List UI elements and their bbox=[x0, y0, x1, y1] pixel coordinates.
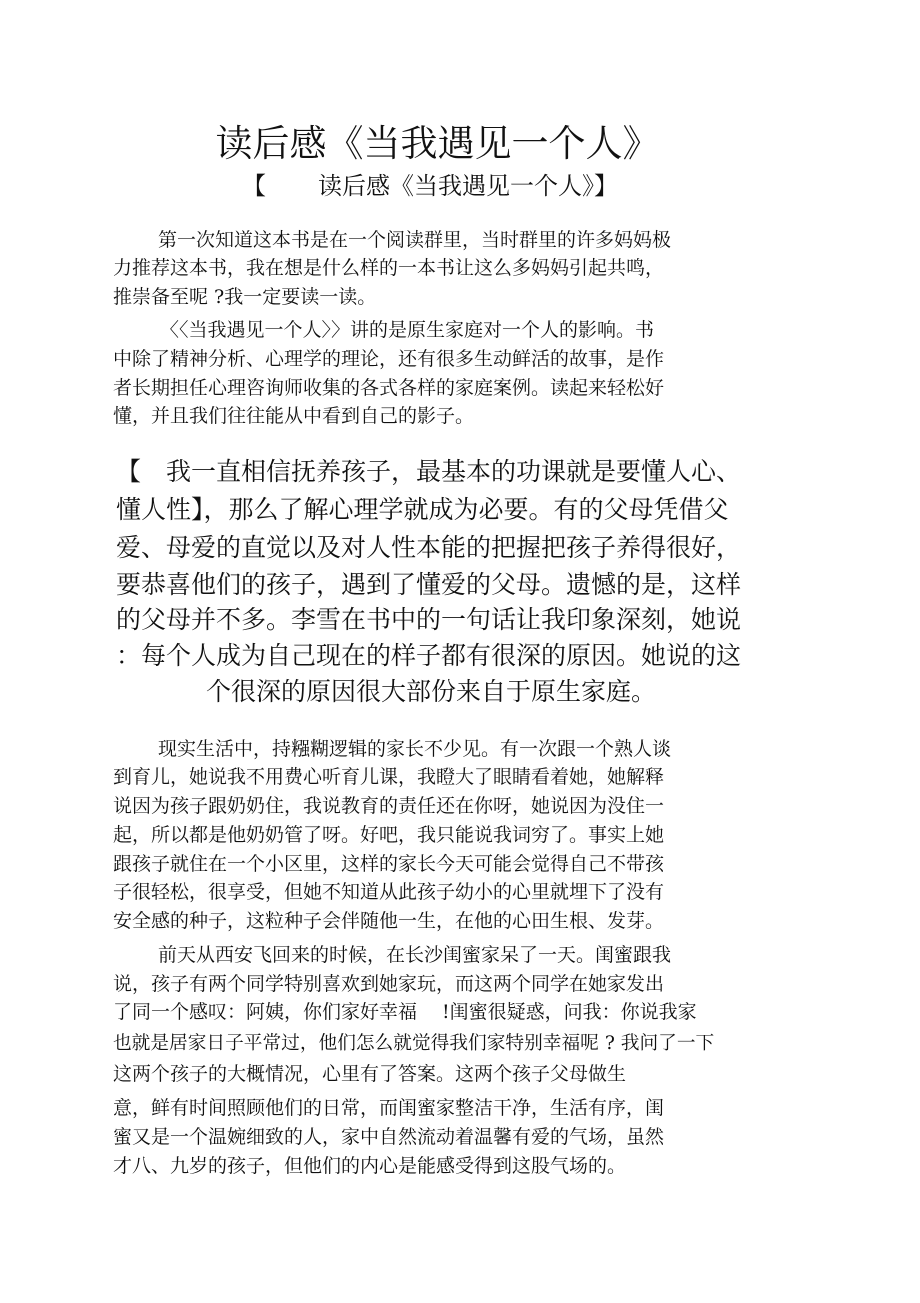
paragraph-5-line-1: 前天从西安飞回来的时候，在长沙闺蜜家呆了一天。闺蜜跟我 bbox=[158, 944, 672, 966]
paragraph-1-line-3: 推崇备至呢 ?我一定要读一读。 bbox=[113, 286, 377, 308]
paragraph-5-line-6: 意，鲜有时间照顾他们的日常，而闺蜜家整洁干净，生活有序，闺 bbox=[113, 1097, 665, 1119]
paragraph-4-line-7: 安全感的种子，这粒种子会伴随他一生，在他的心田生根、发芽。 bbox=[113, 910, 665, 932]
subtitle-bracket: 【 bbox=[242, 172, 266, 200]
paragraph-5-line-3: 了同一个感叹：阿姨，你们家好幸福 !闺蜜很疑惑，问我：你说我家 bbox=[113, 1001, 697, 1023]
paragraph-5-line-8: 才八、九岁的孩子，但他们的内心是能感受得到这股气场的。 bbox=[113, 1155, 627, 1177]
subtitle-text: 读后感《当我遇见一个人》】 bbox=[318, 172, 618, 200]
paragraph-3-line-3: 爱、母爱的直觉以及对人性本能的把握把孩子养得很好， bbox=[116, 533, 742, 562]
paragraph-3-line-5: 的父母并不多。李雪在书中的一句话让我印象深刻，她说 bbox=[116, 605, 742, 634]
document-title: 读后感《当我遇见一个人》 bbox=[215, 122, 660, 165]
paragraph-3-line-1: 【 我一直相信抚养孩子，最基本的功课就是要懂人心、 bbox=[116, 457, 742, 486]
document-subtitle bbox=[242, 170, 618, 202]
paragraph-2-line-2: 中除了精神分析、心理学的理论，还有很多生动鲜活的故事，是作 bbox=[113, 348, 665, 370]
paragraph-3-line-4: 要恭喜他们的孩子，遇到了懂爱的父母。遗憾的是，这样 bbox=[116, 570, 742, 599]
paragraph-3-line-2: 懂人性】，那么了解心理学就成为必要。有的父母凭借父 bbox=[116, 495, 729, 524]
paragraph-4-line-4: 起，所以都是他奶奶管了呀。好吧，我只能说我词穷了。事实上她 bbox=[113, 824, 665, 846]
paragraph-5-line-7: 蜜又是一个温婉细致的人，家中自然流动着温馨有爱的气场，虽然 bbox=[113, 1126, 665, 1148]
paragraph-5-line-4: 也就是居家日子平常过，他们怎么就觉得我们家特别幸福呢 ? 我问了一下 bbox=[113, 1033, 715, 1054]
paragraph-1-line-1: 第一次知道这本书是在一个阅读群里，当时群里的许多妈妈极 bbox=[158, 229, 672, 251]
paragraph-4-line-2: 到育儿，她说我不用费心听育儿课，我瞪大了眼睛看着她，她解释 bbox=[113, 766, 665, 788]
paragraph-2-line-4: 懂，并且我们往往能从中看到自己的影子。 bbox=[113, 405, 475, 427]
paragraph-3-line-6: ：每个人成为自己现在的样子都有很深的原因。她说的这 bbox=[116, 641, 742, 670]
paragraph-2-line-1: 〈〈当我遇见一个人〉〉讲的是原生家庭对一个人的影响。书 bbox=[160, 319, 655, 341]
paragraph-4-line-6: 子很轻松，很享受，但她不知道从此孩子幼小的心里就埋下了没有 bbox=[113, 881, 665, 903]
paragraph-5-line-2: 说，孩子有两个同学特别喜欢到她家玩，而这两个同学在她家发出 bbox=[113, 973, 665, 995]
paragraph-4-line-5: 跟孩子就住在一个小区里，这样的家长今天可能会觉得自己不带孩 bbox=[113, 853, 665, 875]
paragraph-3-line-7: 个很深的原因很大部份来自于原生家庭。 bbox=[206, 677, 657, 706]
paragraph-5-line-5: 这两个孩子的大概情况，心里有了答案。这两个孩子父母做生 bbox=[113, 1063, 627, 1085]
paragraph-4-line-1: 现实生活中，持糨糊逻辑的家长不少见。有一次跟一个熟人谈 bbox=[158, 738, 672, 760]
paragraph-2-line-3: 者长期担任心理咨询师收集的各式各样的家庭案例。读起来轻松好 bbox=[113, 377, 665, 399]
paragraph-1-line-2: 力推荐这本书，我在想是什么样的一本书让这么多妈妈引起共鸣， bbox=[113, 257, 665, 279]
paragraph-4-line-3: 说因为孩子跟奶奶住，我说教育的责任还在你呀，她说因为没住一 bbox=[113, 795, 665, 817]
